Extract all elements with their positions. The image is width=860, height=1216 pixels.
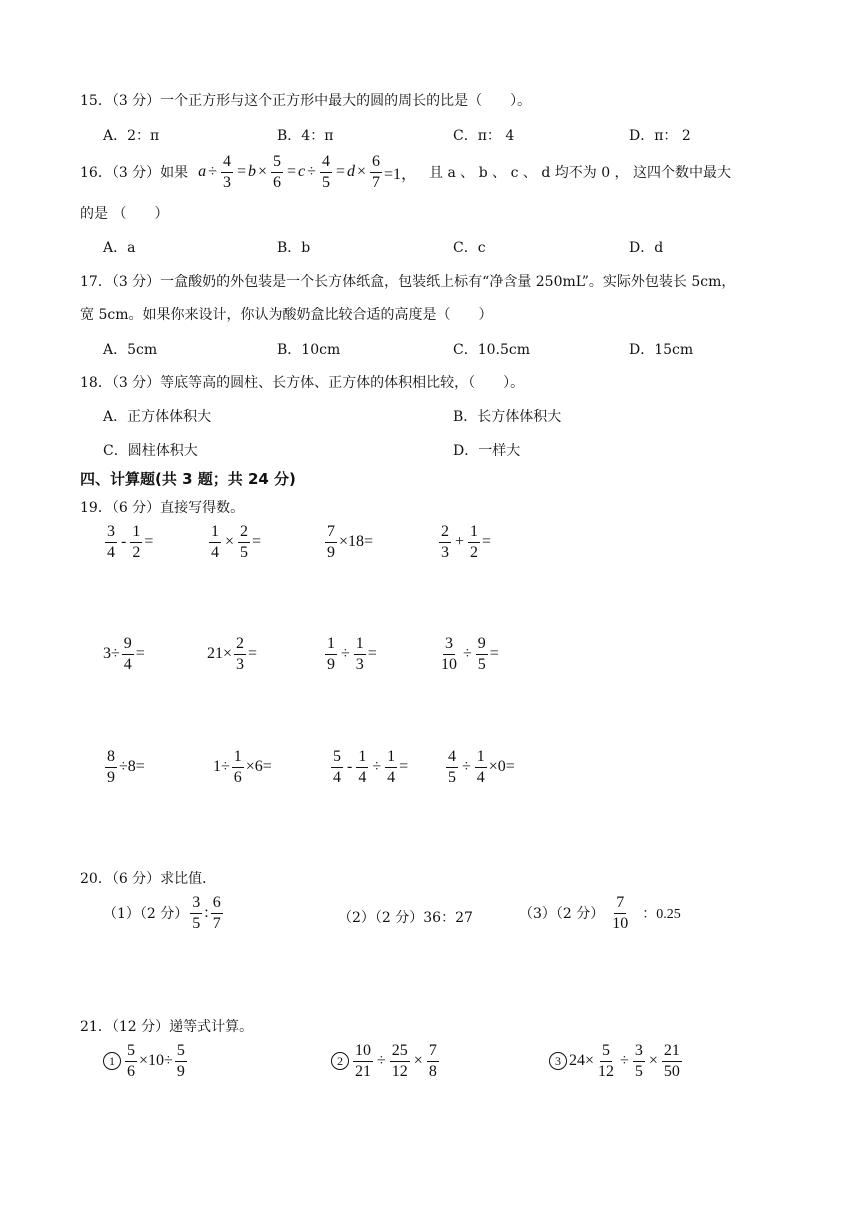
q17-option-b: B．10cm: [277, 342, 341, 358]
q16-prefix: 16．（3 分）如果: [80, 165, 189, 181]
q18-option-c: C．圆柱体积大: [103, 443, 198, 459]
question-16-stem: [80, 151, 731, 193]
fraction: $\frac{4}{3}$: [222, 152, 231, 191]
question-15-stem: 15．（3 分）一个正方形与这个正方形中最大的圆的周长的比是（ ）。: [80, 93, 532, 109]
section-title: 四、计算题(共 3 题；共 24 分): [80, 470, 296, 488]
q15-option-c: C．π： 4: [453, 128, 515, 144]
fraction: $\frac{5}{6}$: [273, 152, 282, 191]
q16-line2: 的是 （ ）: [80, 206, 169, 222]
q19-r3-d: $\frac{4}{5}$ ÷ $\frac{1}{4}$ ×0=: [448, 748, 515, 786]
q19-r3-b: 1÷ $\frac{1}{6}$ ×6=: [213, 748, 272, 786]
q16-option-b: B．b: [277, 240, 311, 256]
q16-option-c: C．c: [453, 240, 486, 256]
q16-suffix: 且 a 、 b 、 c 、 d 均不为 0 ， 这四个数中最大: [429, 165, 732, 181]
question-17-stem: 17．（3 分）一盒酸奶的外包装是一个长方体纸盒，包装纸上标有“净含量 250mL”。实际外包装长 5cm，: [80, 274, 736, 290]
circled-number: 1: [103, 1052, 121, 1070]
var-d: d: [346, 163, 355, 180]
q16-eq-tail: =1，: [384, 165, 418, 183]
circled-number: 2: [331, 1052, 349, 1070]
q20-part-1: （1）（2 分） $\frac{3}{5}$ : $\frac{6}{7}$: [103, 894, 221, 932]
q18-option-a: A．正方体体积大: [103, 409, 212, 425]
q15-option-d: D．π： 2: [629, 128, 691, 144]
question-21-stem: 21．（12 分）递等式计算。: [80, 1019, 254, 1035]
fraction: $\frac{6}{7}$: [372, 152, 380, 191]
q17-option-d: D．15cm: [629, 342, 694, 358]
q17-option-c: C．10.5cm: [453, 342, 530, 358]
q20-part-2: （2）（2 分）36：27: [338, 910, 473, 926]
q19-r3-c: $\frac{5}{4}$ - $\frac{1}{4}$ ÷ $\frac{1}{4}$ =: [333, 748, 409, 786]
q15-option-b: B．4：π: [277, 128, 334, 144]
q19-r2-a: 3÷ $\frac{9}{4}$ =: [103, 635, 145, 673]
q21-expr-2: 2 $\frac{10}{21}$ ÷ $\frac{25}{12}$ × $\frac{7}{8}$: [331, 1042, 441, 1080]
question-18-stem: 18．（3 分）等底等高的圆柱、长方体、正方体的体积相比较，（ ）。: [80, 375, 525, 391]
q18-option-b: B．长方体体积大: [453, 409, 562, 425]
q19-r3-a: $\frac{8}{9}$ ÷8=: [107, 748, 145, 786]
q19-r1-a: $\frac{3}{4}$ - $\frac{1}{2}$ =: [107, 523, 154, 561]
question-20-stem: 20．（6 分）求比值．: [80, 871, 217, 887]
fraction: $\frac{4}{5}$: [321, 152, 330, 191]
q19-r2-c: $\frac{1}{9}$ ÷ $\frac{1}{3}$ =: [327, 635, 377, 673]
q19-r2-d: $\frac{3}{10}$ ÷ $\frac{9}{5}$ =: [441, 635, 499, 673]
q19-r1-d: $\frac{2}{3}$ + $\frac{1}{2}$ =: [441, 523, 492, 561]
q18-option-d: D．一样大: [453, 443, 521, 459]
q15-option-a: A．2：π: [103, 128, 160, 144]
q17-line2: 宽 5cm。如果你来设计，你认为酸奶盒比较合适的高度是（ ）: [80, 307, 493, 323]
q21-expr-1: 1 $\frac{5}{6}$ ×10÷ $\frac{5}{9}$: [103, 1042, 189, 1080]
var-a: a: [198, 163, 207, 180]
q21-expr-3: 3 24× $\frac{5}{12}$ ÷ $\frac{3}{5}$ × $\frac{21}{50}$: [549, 1042, 684, 1080]
q16-option-d: D．d: [629, 240, 664, 256]
q20-part-3: （3）（2 分） $\frac{7}{10}$ ：0.25: [519, 894, 681, 932]
q16-equation: a ÷ $\frac{4}{3}$ = b × $\frac{5}{6}$ = c ÷ $\frac{4}{5}$ = d × $\frac{6}{7}$ =1，: [198, 152, 418, 191]
q19-r2-b: 21× $\frac{2}{3}$ =: [207, 635, 258, 673]
q17-option-a: A．5cm: [103, 342, 158, 358]
q16-option-a: A．a: [103, 240, 136, 256]
var-c: c: [298, 163, 306, 180]
var-b: b: [247, 163, 256, 180]
q19-r1-c: $\frac{7}{9}$ ×18=: [327, 523, 374, 561]
circled-number: 3: [549, 1052, 567, 1070]
question-19-stem: 19．（6 分）直接写得数。: [80, 500, 245, 516]
q19-r1-b: $\frac{1}{4}$ × $\frac{2}{5}$ =: [211, 523, 262, 561]
